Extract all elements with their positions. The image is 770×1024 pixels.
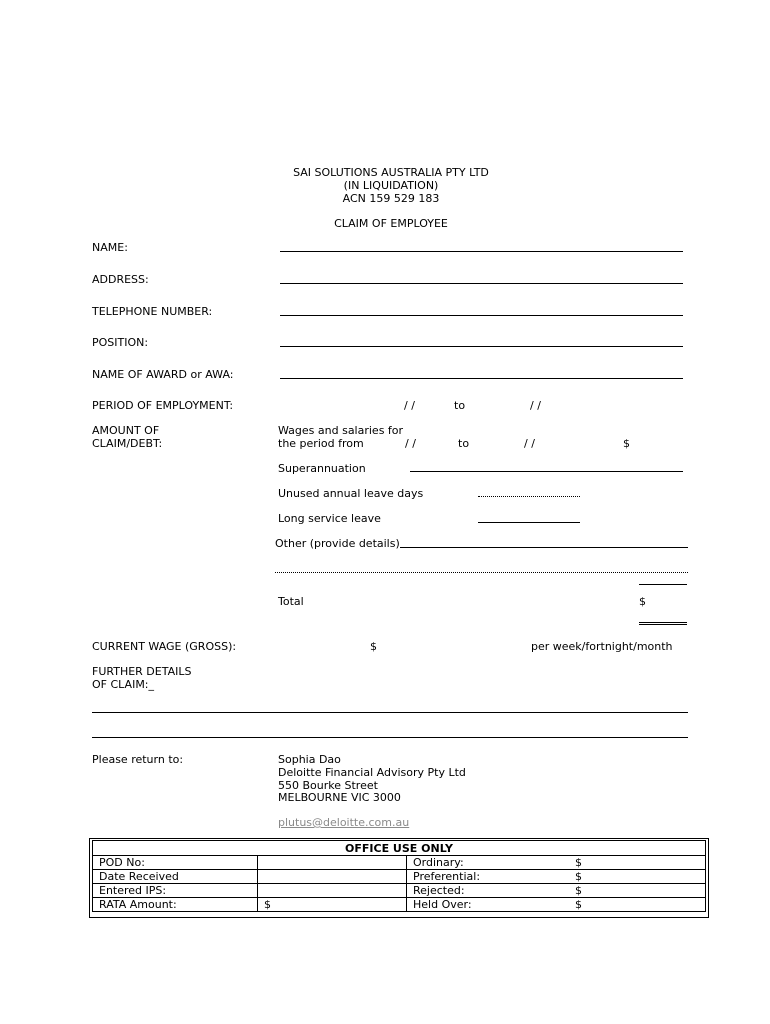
address-label: ADDRESS: bbox=[92, 273, 149, 286]
claim-label-line1: AMOUNT OF bbox=[92, 424, 160, 437]
office-row-label: POD No: bbox=[93, 856, 258, 870]
office-row-right-label: Preferential: bbox=[413, 870, 481, 883]
office-row-mid[interactable]: $ bbox=[258, 898, 407, 912]
further-details-field-1[interactable] bbox=[92, 712, 688, 713]
office-row-label: RATA Amount: bbox=[93, 898, 258, 912]
office-row-right bbox=[407, 870, 706, 884]
other-field[interactable] bbox=[400, 547, 688, 548]
period-label: PERIOD OF EMPLOYMENT: bbox=[92, 399, 234, 412]
position-label: POSITION: bbox=[92, 336, 149, 349]
telephone-field[interactable] bbox=[280, 315, 683, 316]
wages-to-word: to bbox=[458, 437, 470, 450]
long-service-label: Long service leave bbox=[278, 512, 381, 525]
period-to-word: to bbox=[454, 399, 466, 412]
award-label: NAME OF AWARD or AWA: bbox=[92, 368, 234, 381]
office-row-right bbox=[407, 856, 706, 870]
further-details-field-2[interactable] bbox=[92, 737, 688, 738]
wages-from-date[interactable]: / / bbox=[405, 437, 416, 450]
period-to-date[interactable]: / / bbox=[530, 399, 541, 412]
office-row-mid[interactable] bbox=[258, 856, 407, 870]
other-details-line[interactable] bbox=[275, 572, 688, 573]
office-row-mid[interactable] bbox=[258, 884, 407, 898]
table-row bbox=[93, 856, 706, 870]
total-double-line[interactable] bbox=[639, 622, 687, 625]
return-firm: Deloitte Financial Advisory Pty Ltd bbox=[278, 766, 466, 779]
table-row bbox=[93, 884, 706, 898]
return-contact-name: Sophia Dao bbox=[278, 753, 341, 766]
superannuation-label: Superannuation bbox=[278, 462, 366, 475]
award-field[interactable] bbox=[280, 378, 683, 379]
office-row-right-label: Held Over: bbox=[413, 898, 472, 911]
long-service-field[interactable] bbox=[478, 522, 580, 523]
office-use-title: OFFICE USE ONLY bbox=[93, 841, 706, 856]
table-row bbox=[93, 870, 706, 884]
further-details-line1: FURTHER DETAILS bbox=[92, 665, 192, 678]
office-row-right bbox=[407, 898, 706, 912]
address-field[interactable] bbox=[280, 283, 683, 284]
return-to-label: Please return to: bbox=[92, 753, 184, 766]
table-row bbox=[93, 898, 706, 912]
wages-label-line1: Wages and salaries for bbox=[278, 424, 404, 437]
return-city: MELBOURNE VIC 3000 bbox=[278, 791, 401, 804]
current-wage-period: per week/fortnight/month bbox=[531, 640, 673, 653]
return-email-link[interactable]: plutus@deloitte.com.au bbox=[278, 816, 410, 829]
subtotal-line bbox=[639, 584, 687, 585]
office-row-mid[interactable] bbox=[258, 870, 407, 884]
office-row-right-value[interactable]: $ bbox=[575, 898, 582, 911]
wages-label-line2: the period from bbox=[278, 437, 364, 450]
current-wage-dollar: $ bbox=[370, 640, 377, 653]
total-dollar-sign: $ bbox=[639, 595, 646, 608]
name-label: NAME: bbox=[92, 241, 128, 254]
other-label: Other (provide details) bbox=[275, 537, 400, 550]
position-field[interactable] bbox=[280, 346, 683, 347]
superannuation-field[interactable] bbox=[410, 471, 683, 472]
office-row-right-label: Ordinary: bbox=[413, 856, 464, 869]
form-title: CLAIM OF EMPLOYEE bbox=[334, 217, 448, 230]
annual-leave-label: Unused annual leave days bbox=[278, 487, 424, 500]
annual-leave-field[interactable] bbox=[478, 496, 580, 497]
current-wage-label: CURRENT WAGE (GROSS): bbox=[92, 640, 237, 653]
office-row-right-label: Rejected: bbox=[413, 884, 465, 897]
office-row-label: Date Received bbox=[93, 870, 258, 884]
wages-to-date[interactable]: / / bbox=[524, 437, 535, 450]
acn-number: ACN 159 529 183 bbox=[342, 192, 440, 205]
return-street: 550 Bourke Street bbox=[278, 779, 378, 792]
office-row-right bbox=[407, 884, 706, 898]
office-row-right-value[interactable]: $ bbox=[575, 870, 582, 883]
office-row-right-value[interactable]: $ bbox=[575, 856, 582, 869]
name-field[interactable] bbox=[280, 251, 683, 252]
total-label: Total bbox=[278, 595, 304, 608]
office-row-label: Entered IPS: bbox=[93, 884, 258, 898]
office-row-right-value[interactable]: $ bbox=[575, 884, 582, 897]
telephone-label: TELEPHONE NUMBER: bbox=[92, 305, 213, 318]
wages-dollar-sign: $ bbox=[623, 437, 630, 450]
office-use-table bbox=[92, 840, 706, 912]
liquidation-status: (IN LIQUIDATION) bbox=[343, 179, 439, 192]
company-name: SAI SOLUTIONS AUSTRALIA PTY LTD bbox=[293, 166, 489, 179]
claim-label-line2: CLAIM/DEBT: bbox=[92, 437, 163, 450]
period-from-date[interactable]: / / bbox=[404, 399, 415, 412]
further-details-line2: OF CLAIM:_ bbox=[92, 678, 155, 691]
